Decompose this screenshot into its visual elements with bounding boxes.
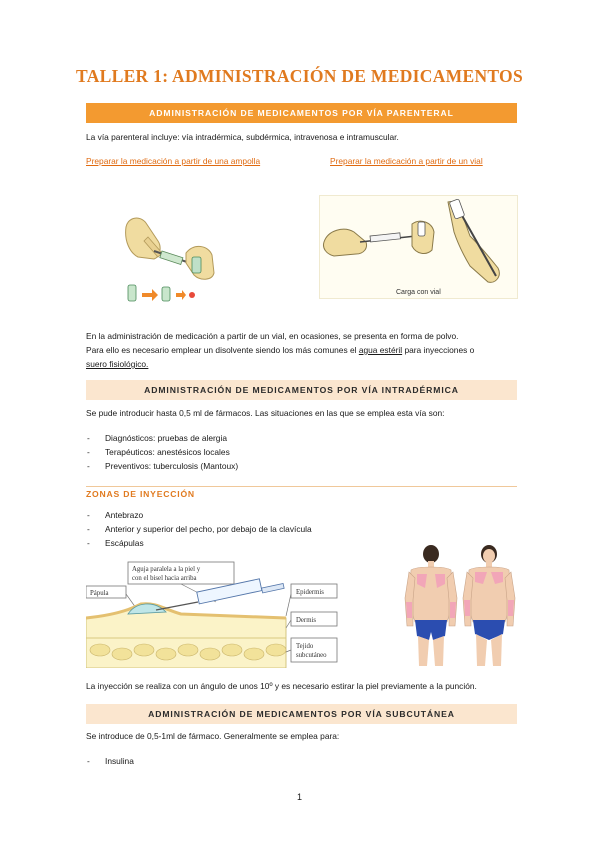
subcutanea-intro: Se introduce de 0,5-1ml de fármaco. Generalmente se emplea para: <box>86 731 340 741</box>
svg-text:Aguja paralela a la piel y: Aguja paralela a la piel y <box>132 566 201 573</box>
vial-caption: Carga con vial <box>396 289 441 296</box>
svg-text:Pápula: Pápula <box>90 590 109 597</box>
ampoule-illustration <box>118 207 224 307</box>
section-heading-subcutanea: ADMINISTRACIÓN DE MEDICAMENTOS POR VÍA SUBCUTÁNEA <box>86 704 517 724</box>
parenteral-para-line3: suero fisiológico. <box>86 359 149 369</box>
section-heading-intradermica: ADMINISTRACIÓN DE MEDICAMENTOS POR VÍA INTRADÉRMICA <box>86 380 517 400</box>
section-heading-parenteral: ADMINISTRACIÓN DE MEDICAMENTOS POR VÍA PARENTERAL <box>86 103 517 123</box>
skin-layers-diagram <box>86 558 342 668</box>
svg-text:con el bisel hacia arriba: con el bisel hacia arriba <box>132 575 197 582</box>
svg-text:Epidermis: Epidermis <box>296 589 324 596</box>
parenteral-para-line2: Para ello es necesario emplear un disolvente siendo los más comunes el agua estéril para inyecciones o <box>86 345 475 355</box>
list-item: - Terapéuticos: anestésicos locales <box>87 447 230 457</box>
front-view-figure <box>463 545 515 666</box>
injection-zones-body-figures <box>403 544 519 666</box>
page-title: TALLER 1: ADMINISTRACIÓN DE MEDICAMENTOS <box>76 66 523 86</box>
list-item: - Anterior y superior del pecho, por debajo de la clavícula <box>87 524 312 534</box>
divider <box>86 486 517 487</box>
list-item: - Escápulas <box>87 538 144 548</box>
page-number: 1 <box>296 792 302 802</box>
parenteral-intro: La vía parenteral incluye: vía intradérmica, subdérmica, intravenosa e intramuscular. <box>86 132 399 142</box>
back-view-figure <box>405 545 457 666</box>
intradermica-intro: Se pude introducir hasta 0,5 ml de fármacos. Las situaciones en las que se emplea esta vía son: <box>86 408 445 418</box>
zonas-heading: ZONAS DE INYECCIÓN <box>86 489 195 499</box>
svg-text:Tejido: Tejido <box>296 643 314 650</box>
svg-text:Dermis: Dermis <box>296 617 317 624</box>
parenteral-para-line1: En la administración de medicación a partir de un vial, en ocasiones, se presenta en forma de polvo. <box>86 331 459 341</box>
link-preparar-ampolla[interactable]: Preparar la medicación a partir de una ampolla <box>86 156 261 166</box>
list-item: - Antebrazo <box>87 510 144 520</box>
list-item: - Insulina <box>87 756 134 766</box>
vial-illustration <box>319 195 518 299</box>
intradermica-angle-note: La inyección se realiza con un ángulo de unos 10º y es necesario estirar la piel previamente a la punción. <box>86 681 477 691</box>
list-item: - Preventivos: tuberculosis (Mantoux) <box>87 461 239 471</box>
link-preparar-vial[interactable]: Preparar la medicación a partir de un vial <box>330 156 483 166</box>
list-item: - Diagnósticos: pruebas de alergia <box>87 433 227 443</box>
svg-text:subcutáneo: subcutáneo <box>296 652 327 659</box>
